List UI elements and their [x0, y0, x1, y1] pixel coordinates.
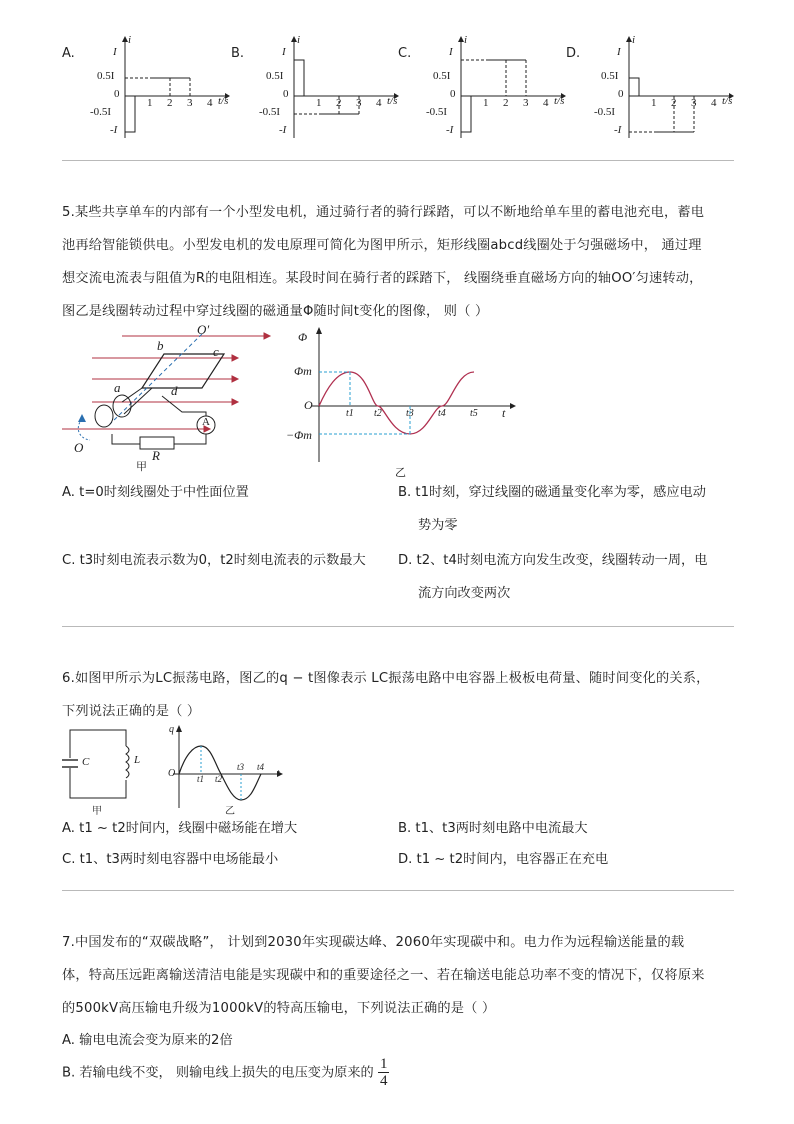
- tick-t1: t1: [197, 774, 205, 784]
- stem-line: 下列说法正确的是（ ）: [62, 704, 201, 719]
- tick-t4: t4: [438, 408, 446, 419]
- tick-y-half: 0.5I: [266, 70, 284, 82]
- stem-line: 的500kV高压输电升级为1000kV的特高压输电，下列说法正确的是（ ）: [62, 1001, 496, 1016]
- q6-option-b[interactable]: B. t1、t3两时刻电路中电流最大: [398, 821, 588, 836]
- divider: [62, 160, 734, 161]
- tick-x-4: 4: [207, 97, 213, 109]
- label-c: c: [213, 344, 219, 359]
- tick-x-3: 3: [187, 97, 193, 109]
- tick-x-4: 4: [543, 97, 549, 109]
- q4-option-b[interactable]: [231, 34, 398, 146]
- tick-x-2: 2: [503, 97, 509, 109]
- tick-y-I: I: [449, 46, 453, 58]
- tick-x-1: 1: [651, 97, 657, 109]
- q6-option-a[interactable]: A. t1 ~ t2时间内，线圈中磁场能在增大: [62, 821, 298, 836]
- fraction-numerator: 1: [379, 1056, 388, 1072]
- option-label: D.: [566, 46, 581, 61]
- q7-option-b[interactable]: [62, 1056, 389, 1090]
- ammeter-label: A: [202, 416, 210, 428]
- tick-x-1: 1: [483, 97, 489, 109]
- tick-t2: t2: [374, 408, 382, 419]
- tick-t3: t3: [237, 762, 245, 772]
- tick-y-neg-I: -I: [279, 124, 287, 136]
- caption-jia: 甲: [136, 460, 147, 473]
- option-label: A.: [62, 46, 75, 61]
- option-text-cont: 流方向改变两次: [418, 586, 511, 601]
- tick-x-3: 3: [691, 97, 697, 109]
- q6-option-d[interactable]: D. t1 ~ t2时间内，电容器正在充电: [398, 852, 609, 867]
- tick-t3: t3: [406, 408, 414, 419]
- q5-option-a[interactable]: A. t=0时刻线圈处于中性面位置: [62, 485, 249, 500]
- label-o: O: [74, 440, 84, 455]
- fraction-denominator: 4: [379, 1073, 388, 1089]
- q7-stem: [62, 926, 734, 1025]
- tick-x-4: 4: [711, 97, 717, 109]
- tick-y-neg-half: -0.5I: [426, 106, 448, 118]
- tick-y-neg-I: -I: [110, 124, 118, 136]
- tick-y-half: 0.5I: [97, 70, 115, 82]
- tick-t2: t2: [215, 774, 223, 784]
- origin-label: O: [168, 768, 176, 779]
- q5-option-d[interactable]: [398, 544, 734, 610]
- option-label: B.: [231, 46, 245, 61]
- label-d: d: [171, 383, 178, 398]
- stem-line: 图乙是线圈转动过程中穿过线圈的磁通量Φ随时间t变化的图像， 则（ ）: [62, 304, 489, 319]
- y-axis-name: i: [128, 34, 132, 46]
- tick-y-neg-half: -0.5I: [594, 106, 616, 118]
- tick-x-1: 1: [147, 97, 153, 109]
- fraction: [378, 1056, 390, 1089]
- tick-y-zero: 0: [283, 88, 289, 100]
- tick-t5: t5: [470, 408, 478, 419]
- stem-line: 体，特高压远距离输送清洁电能是实现碳中和的重要途径之一、若在输送电能总功率不变的情况下，仅将原来: [62, 968, 705, 983]
- tick-y-I: I: [617, 46, 621, 58]
- tick-x-3: 3: [356, 97, 362, 109]
- option-text-cont: 势为零: [418, 518, 458, 533]
- tick-phi-m: Φm: [294, 364, 312, 378]
- tick-y-half: 0.5I: [433, 70, 451, 82]
- tick-x-2: 2: [671, 97, 677, 109]
- x-axis-unit: t/s: [554, 95, 565, 107]
- y-axis-name: q: [169, 724, 174, 735]
- tick-t4: t4: [257, 762, 265, 772]
- origin-label: O: [304, 398, 313, 412]
- y-axis-name: i: [464, 34, 468, 46]
- caption-yi: 乙: [395, 466, 406, 479]
- q4-option-c[interactable]: [398, 34, 565, 146]
- tick-y-neg-half: -0.5I: [90, 106, 112, 118]
- q6-option-c[interactable]: C. t1、t3两时刻电容器中电场能最小: [62, 852, 279, 867]
- option-text: B. 若输电线不变， 则输电线上损失的电压变为原来的: [62, 1065, 374, 1081]
- tick-y-neg-I: -I: [446, 124, 454, 136]
- tick-y-zero: 0: [114, 88, 120, 100]
- tick-x-3: 3: [523, 97, 529, 109]
- x-axis-unit: t/s: [387, 95, 398, 107]
- tick-y-I: I: [113, 46, 117, 58]
- tick-x-4: 4: [376, 97, 382, 109]
- y-axis-name: i: [297, 34, 301, 46]
- tick-y-neg-I: -I: [614, 124, 622, 136]
- q4-option-d[interactable]: [566, 34, 733, 146]
- option-label: C.: [398, 46, 412, 61]
- stem-line: 池再给智能锁供电。小型发电机的发电原理可简化为图甲所示，矩形线圈abcd线圈处于匀强磁场中， 通过理: [62, 238, 702, 253]
- stem-line: 7.中国发布的“双碳战略”， 计划到2030年实现碳达峰、2060年实现碳中和。电力作为远程输送能量的载: [62, 935, 685, 950]
- tick-t1: t1: [346, 408, 354, 419]
- y-axis-name: i: [632, 34, 636, 46]
- option-text: D. t2、t4时刻电流方向发生改变，线圈转动一周，电: [398, 553, 708, 568]
- x-axis-unit: t/s: [722, 95, 733, 107]
- tick-y-zero: 0: [618, 88, 624, 100]
- divider: [62, 626, 734, 627]
- label-b: b: [157, 338, 164, 353]
- stem-line: 想交流电流表与阻值为R的电阻相连。某段时间在骑行者的踩踏下， 线圈绕垂直磁场方向的轴OO′匀速转动，: [62, 271, 703, 286]
- caption-yi: 乙: [225, 806, 235, 817]
- caption-jia: 甲: [92, 806, 102, 817]
- tick-x-2: 2: [336, 97, 342, 109]
- tick-y-neg-half: -0.5I: [259, 106, 281, 118]
- y-axis-name: Φ: [298, 330, 308, 344]
- stem-line: 5.某些共享单车的内部有一个小型发电机，通过骑行者的骑行踩踏，可以不断地给单车里的蓄电池充电，蓄电: [62, 205, 705, 220]
- q5-option-b[interactable]: [398, 476, 734, 542]
- tick-neg-phi-m: −Φm: [286, 428, 312, 442]
- divider: [62, 890, 734, 891]
- inductor-label: L: [134, 754, 141, 766]
- q5-stem: [62, 196, 734, 328]
- tick-x-2: 2: [167, 97, 173, 109]
- x-axis-name: t: [277, 768, 280, 779]
- label-a: a: [114, 380, 121, 395]
- q6-stem: [62, 662, 734, 728]
- q4-option-a[interactable]: [62, 34, 229, 146]
- label-o-prime: O′: [197, 322, 210, 337]
- option-text: B. t1时刻，穿过线圈的磁通量变化率为零，感应电动: [398, 485, 706, 500]
- tick-y-half: 0.5I: [601, 70, 619, 82]
- q7-option-a[interactable]: A. 输电电流会变为原来的2倍: [62, 1033, 233, 1048]
- q5-option-c[interactable]: C. t3时刻电流表示数为0，t2时刻电流表的示数最大: [62, 553, 366, 568]
- stem-line: 6.如图甲所示为LC振荡电路，图乙的q − t图像表示 LC振荡电路中电容器上极板电荷量、随时间变化的关系，: [62, 671, 710, 686]
- resistor-label: R: [152, 448, 160, 463]
- capacitor-label: C: [82, 756, 90, 768]
- x-axis-unit: t/s: [218, 95, 229, 107]
- tick-y-I: I: [282, 46, 286, 58]
- tick-y-zero: 0: [450, 88, 456, 100]
- tick-x-1: 1: [316, 97, 322, 109]
- x-axis-name: t: [502, 406, 506, 420]
